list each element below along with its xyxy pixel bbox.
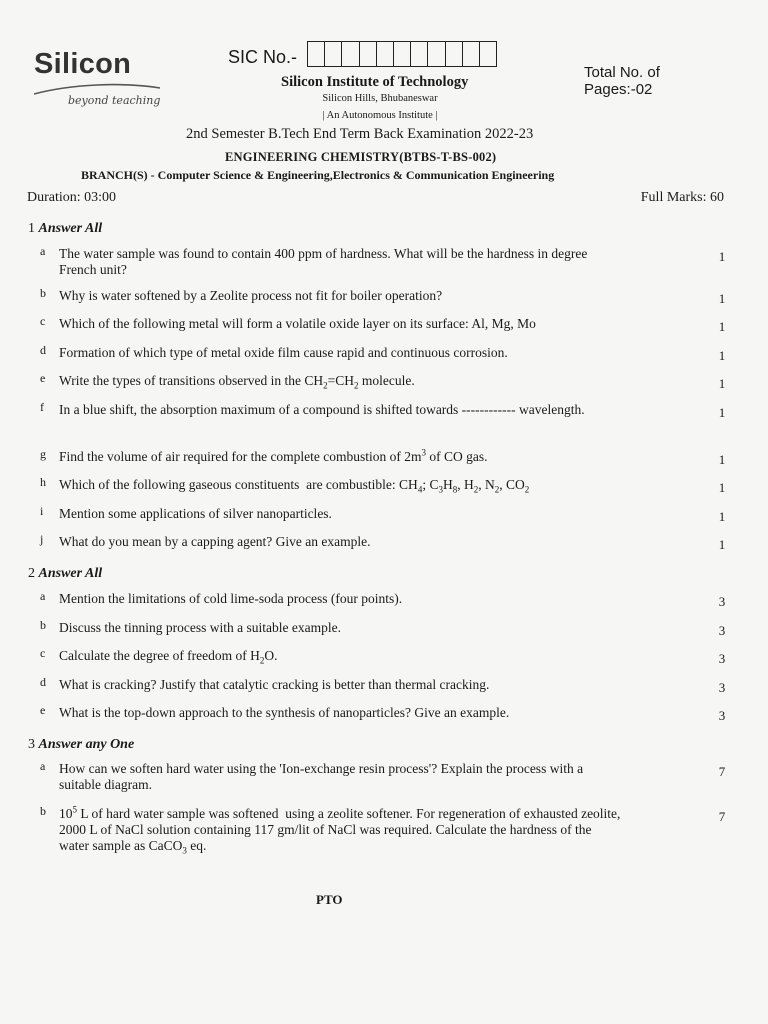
section-instruction: Answer All <box>38 221 103 236</box>
question-text: How can we soften hard water using the 'Ion-exchange resin process'? Explain the process with a suitable diagram. <box>59 761 584 792</box>
course-title: ENGINEERING CHEMISTRY(BTBS-T-BS-002) <box>225 150 497 164</box>
question-marks: 3 <box>718 651 726 666</box>
question-marks: 1 <box>718 319 726 334</box>
sic-digit-box[interactable] <box>446 42 463 66</box>
branch-line: BRANCH(S) - Computer Science & Engineering,Electronics & Communication Engineering <box>81 168 555 182</box>
question-text: Which of the following metal will form a volatile oxide layer on its surface: Al, Mg, Mo <box>59 316 536 331</box>
question-letter: e <box>40 371 46 385</box>
question-text: Why is water softened by a Zeolite process not fit for boiler operation? <box>59 288 443 303</box>
question-letter: g <box>40 447 46 461</box>
question-text: What do you mean by a capping agent? Give an example. <box>59 534 371 549</box>
question-text: What is the top-down approach to the synthesis of nanoparticles? Give an example. <box>59 705 510 720</box>
section-heading-3 <box>28 737 134 753</box>
institute-name: Silicon Institute of Technology <box>281 74 469 90</box>
question-text: Write the types of transitions observed in the $CH_2=CH_2$ molecule. <box>59 373 415 391</box>
sic-digit-box[interactable] <box>394 42 411 66</box>
question-text: In a blue shift, the absorption maximum of a compound is shifted towards ------------ wavelength. <box>59 402 585 417</box>
question-marks: 1 <box>718 480 726 495</box>
question-text: Discuss the tinning process with a suitable example. <box>59 620 341 635</box>
section-number: 1 <box>28 221 35 236</box>
question-text: Find the volume of air required for the complete combustion of $2m^3$ of CO gas. <box>59 447 488 464</box>
logo-tagline: beyond teaching <box>68 94 161 107</box>
full-marks: Full Marks: 60 <box>640 190 724 205</box>
question-letter: a <box>40 759 46 773</box>
question-marks: 3 <box>718 708 726 723</box>
question-letter: b <box>40 804 46 818</box>
question-letter: b <box>40 618 46 632</box>
sic-digit-box[interactable] <box>342 42 359 66</box>
question-letter: i <box>40 504 44 518</box>
sic-number-boxes[interactable] <box>307 41 497 67</box>
question-text: Which of the following gaseous constituents are combustible: $CH_4$; $C_3H_8$, $H_2$, $N_2$, $CO_2$ <box>59 477 530 495</box>
question-letter: c <box>40 646 46 660</box>
question-marks: 1 <box>718 348 726 363</box>
question-marks: 1 <box>718 452 726 467</box>
question-letter: c <box>40 314 46 328</box>
question-letter: a <box>40 589 46 603</box>
exam-title: 2nd Semester B.Tech End Term Back Examination 2022-23 <box>186 126 534 142</box>
question-letter: f <box>40 400 44 414</box>
question-text: Mention the limitations of cold lime-soda process (four points). <box>59 591 403 606</box>
institute-address: Silicon Hills, Bhubaneswar <box>322 93 438 104</box>
question-letter: d <box>40 343 46 357</box>
question-letter: b <box>40 286 46 300</box>
sic-label: SIC No.- <box>228 47 298 67</box>
question-letter: e <box>40 703 46 717</box>
total-pages-line2: Pages:-02 <box>584 81 653 98</box>
duration: Duration: 03:00 <box>27 190 117 205</box>
section-number: 2 <box>28 566 35 581</box>
question-marks: 7 <box>718 809 726 824</box>
sic-digit-box[interactable] <box>480 42 496 66</box>
sic-digit-box[interactable] <box>325 42 342 66</box>
question-marks: 3 <box>718 680 726 695</box>
question-marks: 3 <box>718 594 726 609</box>
question-marks: 1 <box>718 509 726 524</box>
sic-digit-box[interactable] <box>360 42 377 66</box>
question-marks: 1 <box>718 291 726 306</box>
question-letter: a <box>40 244 46 258</box>
section-heading-1 <box>28 221 102 237</box>
question-text: $10^5$ L of hard water sample was softened using a zeolite softener. For regeneration of exhausted zeolite, 2000 L of NaCl solution containing 117 gm/lit of NaCl was required. Calculate the hardness of the water sample as CaCO$_3$ eq. <box>59 804 621 856</box>
sic-digit-box[interactable] <box>308 42 325 66</box>
question-text: Calculate the degree of freedom of $H_2O$. <box>59 648 278 666</box>
total-pages-line1: Total No. of <box>584 64 660 81</box>
question-letter: h <box>40 475 46 489</box>
pto-label: PTO <box>316 892 343 907</box>
sic-digit-box[interactable] <box>411 42 428 66</box>
section-instruction: Answer any One <box>38 737 135 752</box>
question-marks: 7 <box>718 764 726 779</box>
question-marks: 1 <box>718 249 726 264</box>
section-number: 3 <box>28 737 35 752</box>
question-text: Mention some applications of silver nanoparticles. <box>59 506 332 521</box>
question-letter: d <box>40 675 46 689</box>
sic-digit-box[interactable] <box>463 42 480 66</box>
question-text: The water sample was found to contain 400 ppm of hardness. What will be the hardness in degree French unit? <box>59 246 588 277</box>
question-text: What is cracking? Justify that catalytic cracking is better than thermal cracking. <box>59 677 490 692</box>
total-pages <box>584 64 660 98</box>
question-marks: 1 <box>718 376 726 391</box>
institute-autonomy: | An Autonomous Institute | <box>322 110 438 121</box>
question-marks: 1 <box>718 537 726 552</box>
sic-digit-box[interactable] <box>428 42 445 66</box>
logo-wordmark: Silicon <box>34 48 132 80</box>
sic-digit-box[interactable] <box>377 42 394 66</box>
section-instruction: Answer All <box>38 566 103 581</box>
question-marks: 1 <box>718 405 726 420</box>
section-heading-2 <box>28 566 102 582</box>
question-text: Formation of which type of metal oxide film cause rapid and continuous corrosion. <box>59 345 508 360</box>
question-marks: 3 <box>718 623 726 638</box>
question-letter: j <box>40 532 44 546</box>
